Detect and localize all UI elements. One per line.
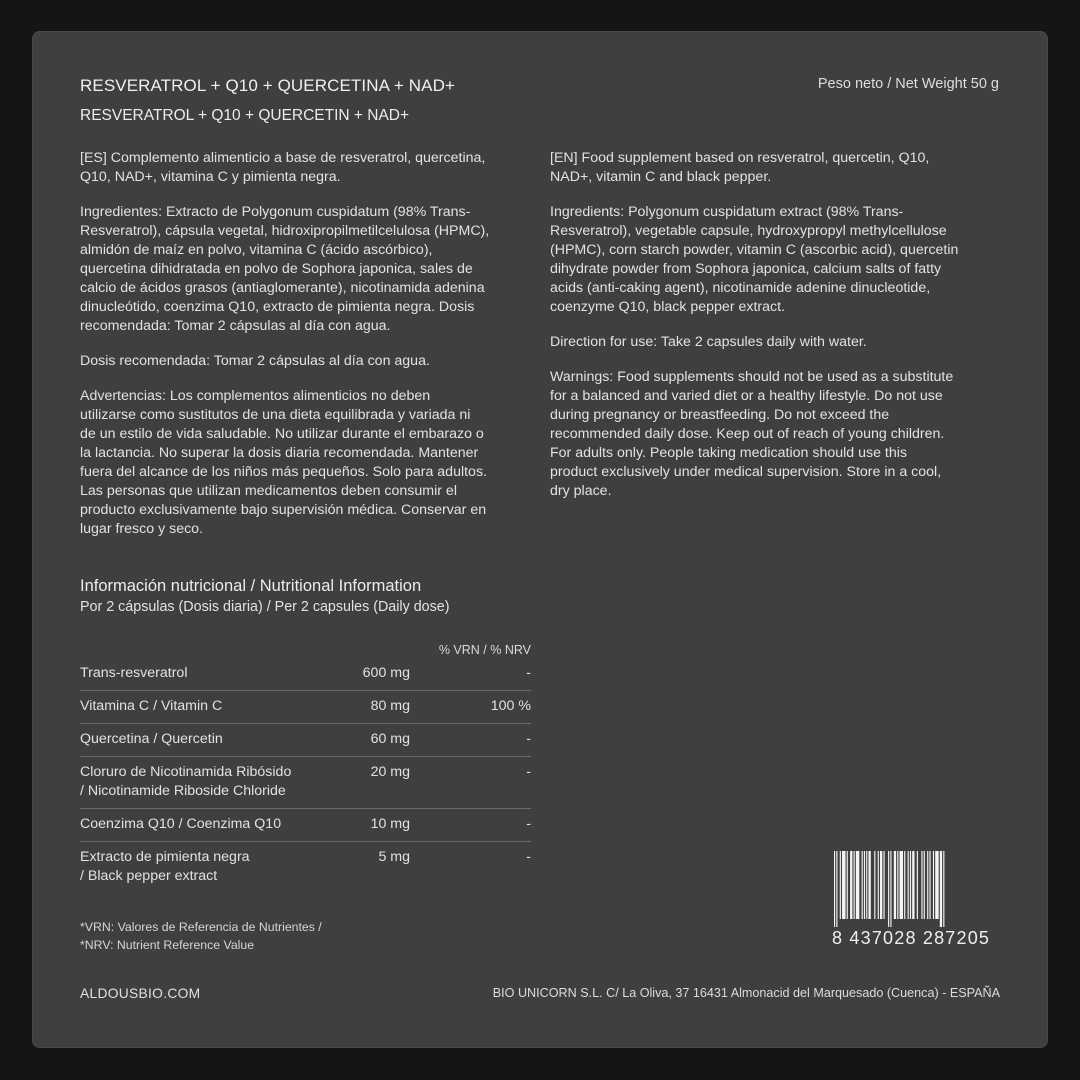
nutrient-name: Coenzima Q10 / Coenzima Q10 <box>80 816 282 832</box>
barcode-bar <box>904 851 905 919</box>
barcode <box>832 851 1000 947</box>
spanish-dose: Dosis recomendada: Tomar 2 cápsulas al día con agua. <box>80 353 430 369</box>
nutrient-nrv: - <box>526 849 531 865</box>
barcode-bar <box>897 851 898 919</box>
nutrient-name: Trans-resveratrol <box>80 665 188 681</box>
nutrition-subtitle: Por 2 cápsulas (Dosis diaria) / Per 2 capsules (Daily dose) <box>80 599 450 615</box>
nutrient-amount: 20 mg <box>370 764 410 780</box>
barcode-bar <box>856 851 859 919</box>
barcode-bar <box>933 851 934 919</box>
nutrition-title: Información nutricional / Nutritional Information <box>80 577 422 595</box>
english-intro: [EN] Food supplement based on resveratrol, quercetin, Q10, NAD+, vitamin C and black pepper. <box>550 150 930 185</box>
barcode-bar <box>874 851 875 919</box>
barcode-bar <box>888 851 889 927</box>
nutrient-name: Quercetina / Quercetin <box>80 731 223 747</box>
table-row <box>80 724 531 757</box>
nutrient-name: Cloruro de Nicotinamida Ribósido / Nicotinamide Riboside Chloride <box>80 764 292 799</box>
nutrient-amount: 80 mg <box>370 698 410 714</box>
barcode-bar <box>866 851 867 919</box>
barcode-bar <box>869 851 871 919</box>
spanish-intro: [ES] Complemento alimenticio a base de resveratrol, quercetina, Q10, NAD+, vitamina C y pimienta negra. <box>80 150 486 185</box>
barcode-bar <box>912 851 914 919</box>
english-warnings: Warnings: Food supplements should not be used as a substitute for a balanced and varied diet or a healthy lifestyle. Do not use during pregnancy or breastfeeding. Do not exceed the recommended daily dose. Keep out of reach of young children. For adults only. People taking medication should use this product exclusively under medical supervision. Store in a cool, dry place. <box>550 369 954 499</box>
table-row <box>80 691 531 724</box>
nrv-column-header: % VRN / % NRV <box>438 643 531 657</box>
english-ingredients: Ingredients: Polygonum cuspidatum extract (98% Trans- Resveratrol), vegetable capsule, hydroxypropyl methylcellulose (HPMC), corn starch powder, vitamin C (ascorbic acid), quercetin dihydrate powder from Sophora japonica, calcium salts of fatty acids (anti-caking agent), nicotinamide adenine dinucleotide, coenzyme Q10, black pepper extract. <box>550 204 959 315</box>
barcode-bar <box>880 851 882 919</box>
barcode-bar <box>921 851 922 919</box>
company-address: BIO UNICORN S.L. C/ La Oliva, 37 16431 Almonacid del Marquesado (Cuenca) - ESPAÑA <box>492 986 1000 1000</box>
barcode-bar <box>908 851 909 919</box>
barcode-bar <box>842 851 845 919</box>
barcode-bar <box>910 851 911 919</box>
table-row <box>80 809 531 842</box>
barcode-bar <box>834 851 835 927</box>
barcode-number: 8 437028 287205 <box>832 928 991 948</box>
product-title-en: RESVERATROL + Q10 + QUERCETIN + NAD+ <box>80 107 410 124</box>
barcode-bar <box>878 851 879 919</box>
nutrient-name: Extracto de pimienta negra / Black pepper extract <box>80 849 250 884</box>
barcode-bar <box>917 851 918 919</box>
barcode-bar <box>883 851 884 919</box>
barcode-bars <box>832 851 1000 927</box>
english-directions: Direction for use: Take 2 capsules daily with water. <box>550 334 867 350</box>
nutrition-table <box>80 658 531 893</box>
barcode-bar <box>935 851 938 919</box>
barcode-bar <box>840 851 841 919</box>
product-label <box>32 31 1048 1048</box>
nutrient-amount: 5 mg <box>378 849 410 865</box>
table-row <box>80 842 531 893</box>
barcode-bar <box>836 851 837 927</box>
nutrient-nrv: - <box>526 764 531 780</box>
nutrient-nrv: 100 % <box>490 698 531 714</box>
reference-footnote: *VRN: Valores de Referencia de Nutrientes / *NRV: Nutrient Reference Value <box>80 920 322 952</box>
nutrient-nrv: - <box>526 665 531 681</box>
barcode-bar <box>850 851 852 919</box>
barcode-bar <box>862 851 863 919</box>
english-column <box>550 149 1010 517</box>
spanish-ingredients: Ingredientes: Extracto de Polygonum cuspidatum (98% Trans- Resveratrol), cápsula vegetal, hidroxipropilmetilcelulosa (HPMC), almidón de maíz en polvo, vitamina C (ácido ascórbico), quercetina dihidratada en polvo de Sophora japonica, sales de calcio de ácidos grasos (antiaglomerante), nicotinamida adenina dinucleótido, coenzima Q10, extracto de pimienta negra. Dosis recomendada: Tomar 2 cápsulas al día con agua. <box>80 204 490 334</box>
website-link[interactable]: ALDOUSBIO.COM <box>80 986 201 1001</box>
barcode-bar <box>864 851 865 919</box>
barcode-bar <box>924 851 925 919</box>
barcode-bar <box>854 851 855 919</box>
spanish-warnings: Advertencias: Los complementos alimenticios no deben utilizarse como sustitutos de una dieta equilibrada y variada ni de un estilo de vida saludable. No utilizar durante el embarazo o la lactancia. No superar la dosis diaria recomendada. Mantener fuera del alcance de los niños más pequeños. Solo para adultos. Las personas que utilizan medicamentos deben consumir el producto exclusivamente bajo supervisión médica. Conservar en lugar fresco y seco. <box>80 388 487 537</box>
table-row <box>80 757 531 809</box>
net-weight: Peso neto / Net Weight 50 g <box>817 76 999 92</box>
nutrient-nrv: - <box>526 816 531 832</box>
nutrient-amount: 60 mg <box>370 731 410 747</box>
table-row <box>80 658 531 691</box>
barcode-bar <box>940 851 942 927</box>
nutrient-name: Vitamina C / Vitamin C <box>80 698 223 714</box>
barcode-bar <box>929 851 930 919</box>
barcode-bar <box>890 851 891 927</box>
spanish-column <box>80 149 540 555</box>
barcode-bar <box>900 851 903 919</box>
nutrient-amount: 600 mg <box>362 665 410 681</box>
barcode-bar <box>894 851 896 919</box>
nutrient-amount: 10 mg <box>370 816 410 832</box>
barcode-bar <box>927 851 928 919</box>
nutrient-nrv: - <box>526 731 531 747</box>
barcode-bar <box>847 851 848 919</box>
product-title-es: RESVERATROL + Q10 + QUERCETINA + NAD+ <box>80 76 455 95</box>
barcode-bar <box>943 851 944 927</box>
